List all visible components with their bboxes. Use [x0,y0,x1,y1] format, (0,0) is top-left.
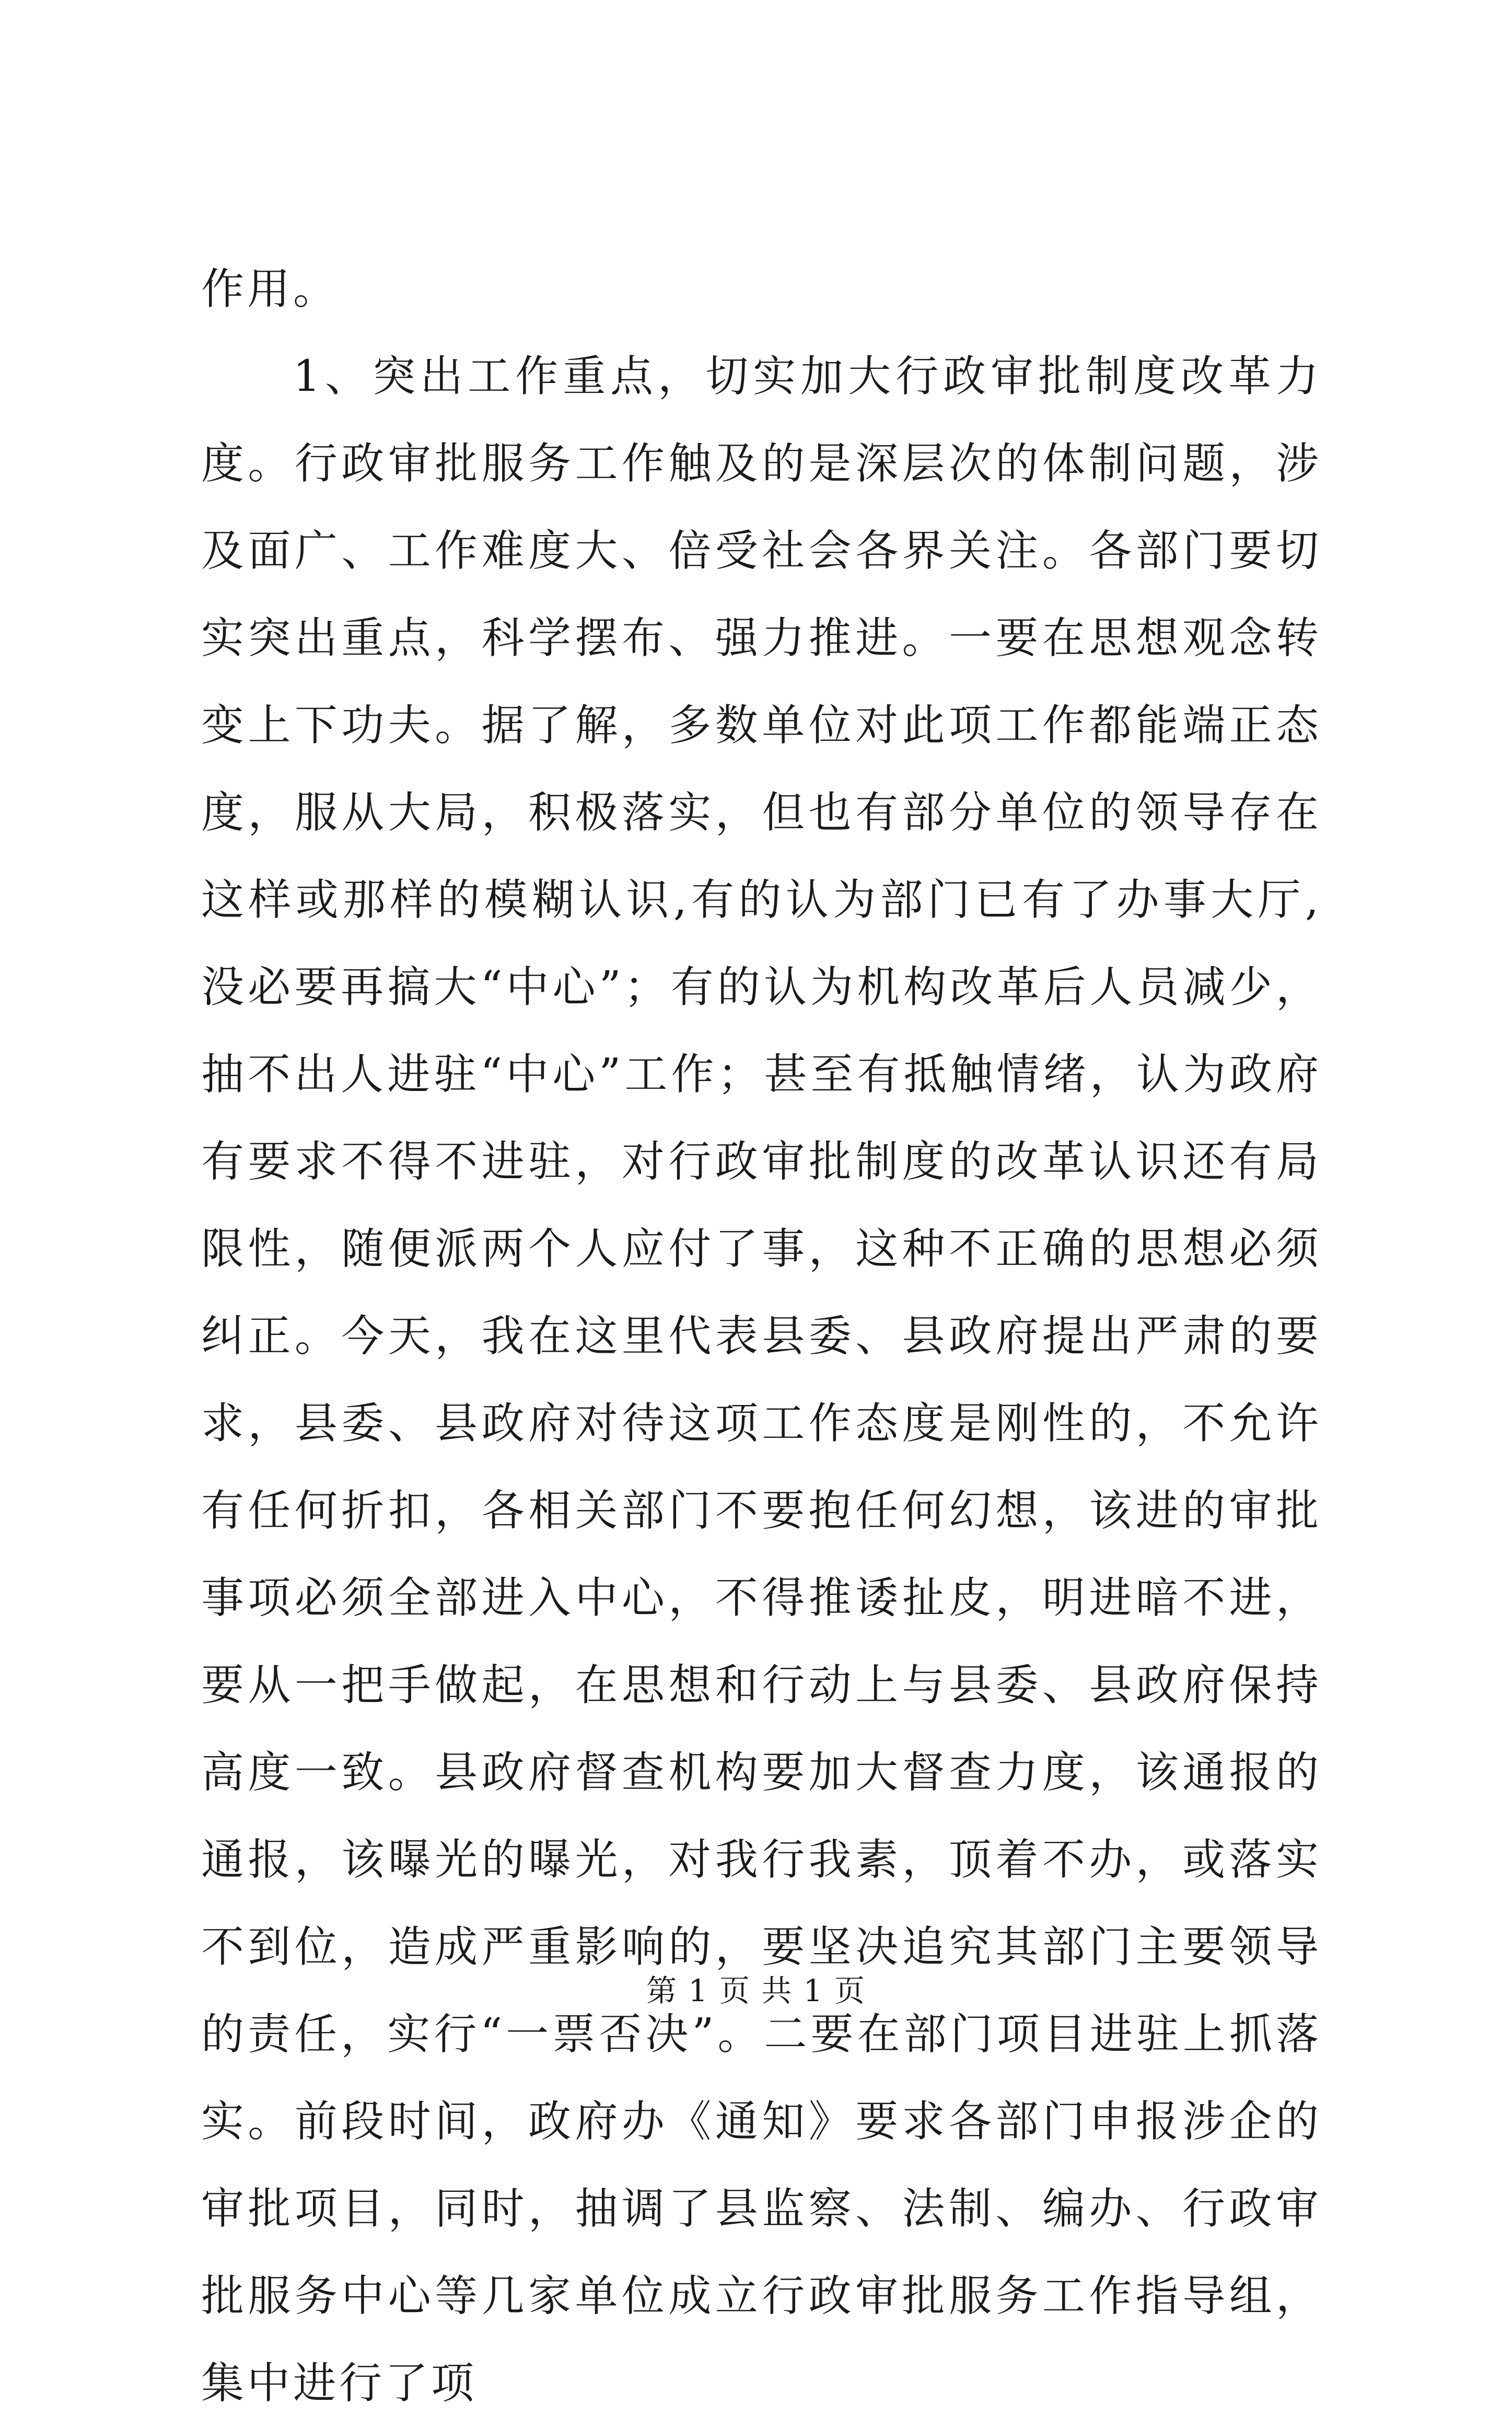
paragraph-main: 1、突出工作重点，切实加大行政审批制度改革力度。行政审批服务工作触及的是深层次的体制问题，涉及面广、工作难度大、倍受社会各界关注。各部门要切实突出重点，科学摆布、强力推进。一要在思想观念转变上下功夫。据了解，多数单位对此项工作都能端正态度，服从大局，积极落实，但也有部分单位的领导存在这样或那样的模糊认识,有的认为部门已有了办事大厅,没必要再搞大“中心”；有的认为机构改革后人员减少，抽不出人进驻“中心”工作；甚至有抵触情绪，认为政府有要求不得不进驻，对行政审批制度的改革认识还有局限性，随便派两个人应付了事，这种不正确的思想必须纠正。今天，我在这里代表县委、县政府提出严肃的要求，县委、县政府对待这项工作态度是刚性的，不允许有任何折扣，各相关部门不要抱任何幻想，该进的审批事项必须全部进入中心，不得推诿扯皮，明进暗不进，要从一把手做起，在思想和行动上与县委、县政府保持高度一致。县政府督查机构要加大督查力度，该通报的通报，该曝光的曝光，对我行我素，顶着不办，或落实不到位，造成严重影响的，要坚决追究其部门主要领导的责任，实行“一票否决”。二要在部门项目进驻上抓落实。前段时间，政府办《通知》要求各部门申报涉企的审批项目，同时，抽调了县监察、法制、编办、行政审批服务中心等几家单位成立行政审批服务工作指导组，集中进行了项 [201,352,1322,2408]
paragraph-continuation: 作用。 [201,264,340,314]
document-body [201,246,1322,2427]
page-footer: 第 1 页 共 1 页 [646,1973,866,2008]
